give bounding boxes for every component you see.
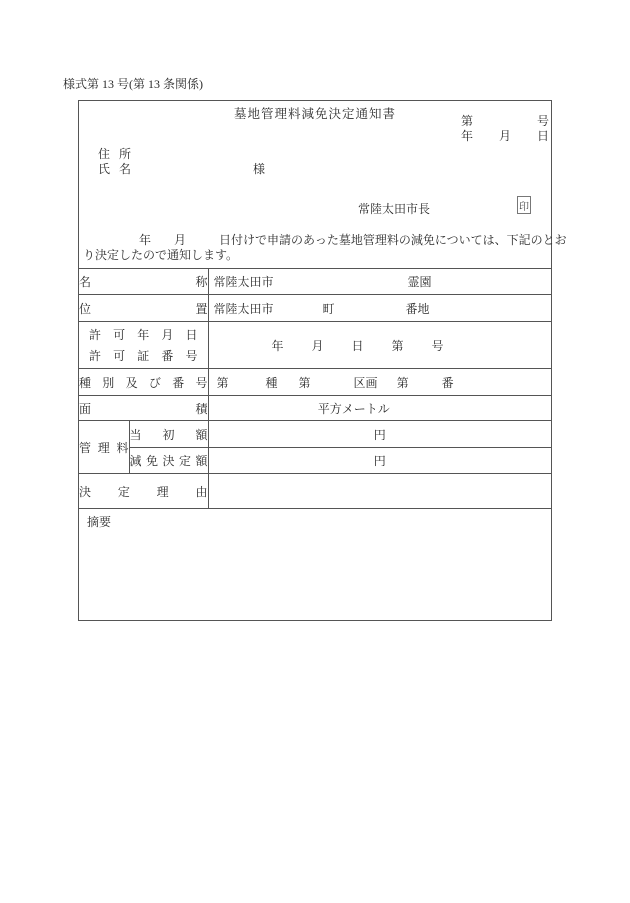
body-paragraph-line2: り決定したので通知します。 (83, 248, 239, 262)
type-part: 第 (298, 375, 311, 390)
table-row-permit (79, 322, 551, 369)
reason-value-cell (208, 474, 551, 509)
summary-label: 摘要 (87, 515, 112, 529)
table-row-fee-initial (79, 421, 551, 448)
name-label-cell (79, 269, 208, 295)
fee-reduced-value-cell (208, 448, 551, 474)
fee-reduced-label-cell (129, 448, 208, 474)
seal-mark: 印 (519, 201, 529, 213)
area-label-cell (79, 396, 208, 421)
table-row-name (79, 269, 551, 295)
type-part: 番 (441, 375, 454, 390)
permit-date-label: 許 可 年 月 日 (89, 328, 198, 342)
type-part: 種 (265, 375, 278, 390)
type-part: 第 (216, 375, 229, 390)
permit-value-cell (208, 322, 551, 369)
body-month-blank: 月 (174, 233, 187, 247)
permit-value: 年 月 日 第 号 (271, 338, 444, 353)
table-row-summary (79, 509, 551, 621)
type-part: 区画 (353, 375, 378, 390)
body-text: 日付けで申請のあった墓地管理料の減免については、下記のとお (219, 233, 567, 247)
location-banchi: 番地 (405, 301, 430, 316)
name-value-cell (208, 269, 551, 295)
table-row-type (79, 369, 551, 396)
document-title: 墓地管理料減免決定通知書 (233, 107, 396, 121)
permit-number-label: 許 可 証 番 号 (89, 349, 198, 363)
permit-label-cell (79, 322, 208, 369)
area-label: 面 積 (79, 401, 208, 416)
document-box (78, 100, 567, 621)
name-city: 常陸太田市 (213, 275, 274, 289)
fee-initial-value-cell (208, 421, 551, 448)
form-number-note: 様式第 13 号(第 13 条関係) (63, 77, 203, 91)
document-date-line: 年 月 日 (461, 129, 549, 143)
location-city: 常陸太田市 (213, 301, 274, 316)
recipient-name-label: 氏 名 (98, 162, 131, 176)
reason-label-cell (79, 474, 208, 509)
number-suffix: 号 (536, 114, 549, 128)
location-value-cell (208, 295, 551, 322)
location-label: 位 置 (79, 301, 208, 316)
table-row-area (79, 396, 551, 421)
summary-cell (79, 509, 551, 621)
reason-label: 決 定 理 由 (79, 484, 208, 499)
body-year-blank: 年 (139, 233, 152, 247)
fee-initial-label-cell (129, 421, 208, 448)
fee-reduced-label: 減 免 決 定 額 (129, 454, 208, 468)
area-value-cell (208, 396, 551, 421)
name-label: 名 称 (79, 275, 208, 289)
fee-initial-unit: 円 (373, 427, 386, 442)
honorific-label: 様 (253, 162, 266, 176)
table-row-reason (79, 474, 551, 509)
location-town: 町 (322, 301, 335, 316)
type-label: 種 別 及 び 番 号 (79, 375, 208, 390)
address-label: 住 所 (98, 147, 131, 161)
fee-reduced-unit: 円 (373, 454, 386, 468)
type-part: 第 (396, 375, 409, 390)
type-value-cell (208, 369, 551, 396)
fee-group-label: 管 理 料 (79, 440, 129, 455)
table-row-location (79, 295, 551, 322)
issuer-name: 常陸太田市長 (358, 202, 431, 216)
table-row-fee-reduced (79, 448, 551, 474)
fee-initial-label: 当 初 額 (129, 427, 208, 442)
number-prefix: 第 (461, 114, 474, 128)
type-label-cell (79, 369, 208, 396)
name-suffix: 霊園 (407, 275, 432, 289)
area-unit: 平方メートル (317, 401, 390, 416)
detail-table (79, 268, 551, 621)
seal-box (517, 196, 531, 214)
fee-group-cell (79, 421, 129, 474)
location-label-cell (79, 295, 208, 322)
